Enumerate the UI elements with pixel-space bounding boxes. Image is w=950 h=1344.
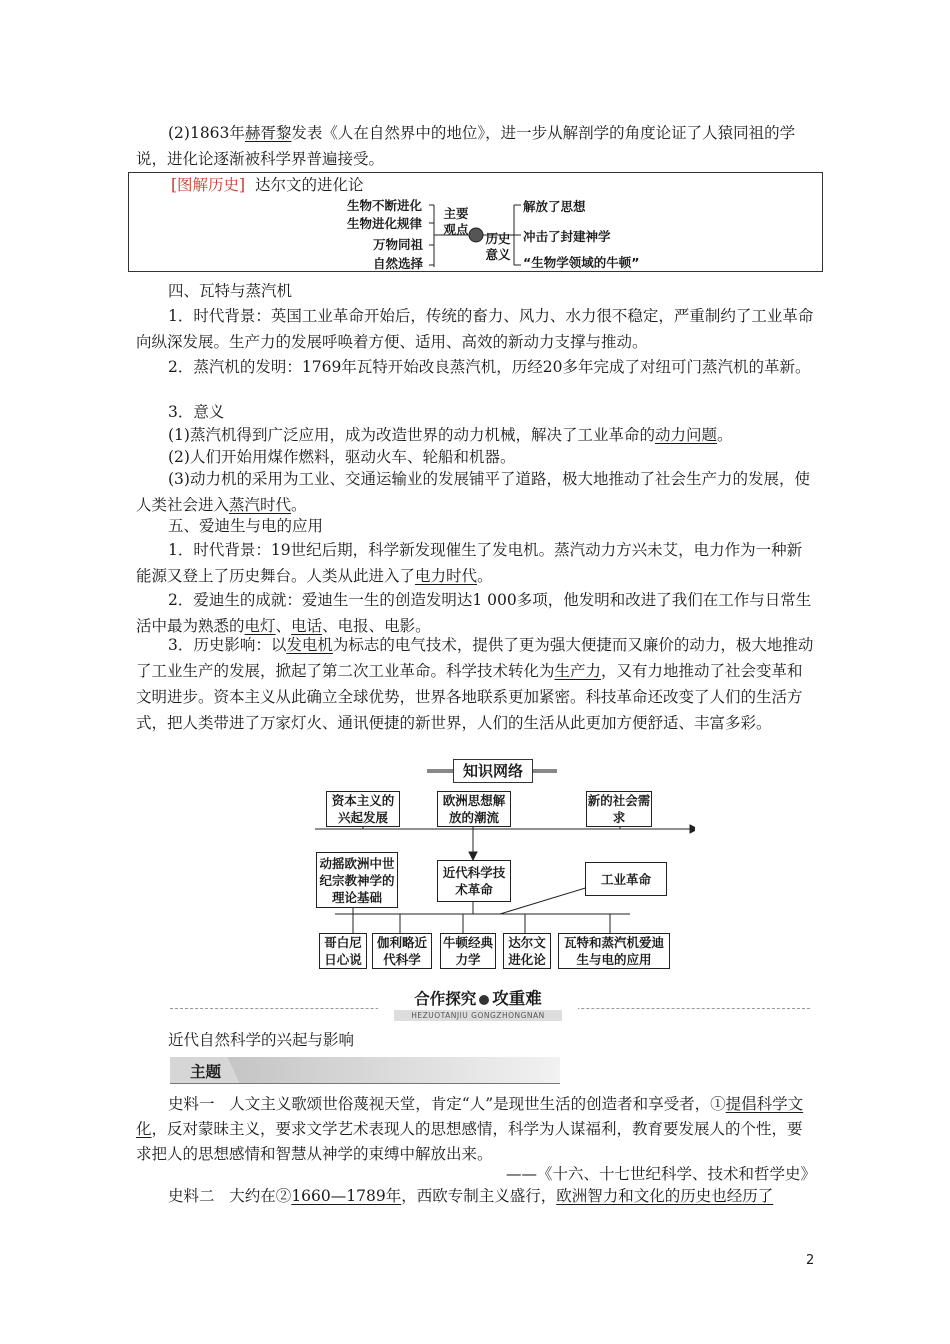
productivity: 生产力 — [554, 662, 602, 680]
darwin-diagram-box — [128, 172, 823, 272]
telephone: 电话 — [291, 617, 323, 635]
electric-age: 电力时代 — [415, 567, 478, 585]
topic-title: 近代自然科学的兴起与影响 — [168, 1031, 355, 1049]
section5-background: 1．时代背景：19世纪后期，科学新发现催生了发电机。蒸汽动力方兴未艾，电力作为一种新能源又登上了历史舞台。人类从此进入了电力时代。 — [136, 541, 803, 585]
view-item: 生物不断进化 — [347, 198, 423, 213]
network-box-science-revolution: 近代科学技术革命 — [437, 860, 511, 902]
darwin-box-title: 达尔文的进化论 — [254, 176, 364, 194]
meaning-item: 冲击了封建神学 — [523, 229, 611, 244]
view-item: 生物进化规律 — [347, 216, 423, 231]
huxley-name: 赫胥黎 — [244, 124, 292, 142]
steam-age: 蒸汽时代 — [229, 496, 292, 514]
european-history: 欧洲智力和文化的历史也经历了 — [556, 1187, 774, 1205]
darwin-connector-lines — [129, 173, 822, 271]
view-item: 万物同祖 — [373, 237, 424, 252]
tag-label: [图解历史] — [171, 176, 246, 194]
period-years: 1660—1789年 — [291, 1187, 402, 1205]
section4-invention: 2．蒸汽机的发明：1769年瓦特开始改良蒸汽机，历经20多年完成了对纽可门蒸汽机的革新。 — [168, 358, 811, 376]
section5-achievements: 2．爱迪生的成就：爱迪生一生的创造发明达1 000多项，他发明和改进了我们在工作与日常生活中最为熟悉的电灯、电话、电报、电影。 — [136, 591, 812, 635]
source-one-citation: ——《十六、十七世纪科学、技术和哲学史》 — [505, 1165, 816, 1183]
network-box-copernicus: 哥白尼日心说 — [319, 933, 367, 969]
section5-influence: 3．历史影响：以发电机为标志的电气技术，提供了更为强大便捷而又廉价的动力，极大地推动了工业生产的发展，掀起了第二次工业革命。科学技术转化为生产力，又有力地推动了社会变革和文明进步。资本主义从此确立全球优势，世界各地联系更加紧密。科技革命还改变了人们的生活方式，把人类带进了万家灯火、通讯便捷的新世界，人们的生活从此更加方便舒适、丰富多彩。 — [136, 636, 814, 732]
network-box-watt-edison: 瓦特和蒸汽机爱迪生与电的应用 — [558, 933, 670, 969]
network-box-industrial-revolution: 工业革命 — [585, 862, 667, 896]
electric-lamp: 电灯 — [244, 617, 276, 635]
section4-meaning-heading: 3．意义 — [168, 403, 225, 421]
theme-label: 主题 — [190, 1063, 222, 1081]
intro-paragraph: (2)1863年赫胥黎发表《人在自然界中的地位》，进一步从解剖学的角度论证了人猿同祖的学说，进化论逐渐被科学界普遍接受。 — [136, 124, 796, 168]
main-views-label: 主要观点 — [443, 206, 469, 237]
network-box-capitalism: 资本主义的兴起发展 — [326, 791, 400, 827]
explore-banner: 合作探究 攻重难 HEZUOTANJIU GONGZHONGNAN — [378, 985, 578, 1025]
power-problem: 动力问题 — [654, 426, 717, 444]
promote-science: 提倡科学文化 — [136, 1095, 804, 1138]
explore-pinyin: HEZUOTANJIU GONGZHONGNAN — [394, 1010, 562, 1021]
network-box-social-needs: 新的社会需求 — [587, 793, 651, 825]
view-item: 自然选择 — [373, 256, 424, 271]
network-box-newton: 牛顿经典力学 — [440, 933, 496, 969]
section4-heading: 四、瓦特与蒸汽机 — [168, 282, 293, 300]
section4-meaning-2: (2)人们开始用煤作燃料，驱动火车、轮船和机器。 — [168, 448, 516, 466]
network-box-shake-theology: 动摇欧洲中世纪宗教神学的理论基础 — [316, 852, 398, 908]
meaning-item: 解放了思想 — [523, 199, 586, 214]
arrow-dot-icon — [479, 995, 489, 1005]
source-one: 史料一 人文主义歌颂世俗蔑视天堂，肯定“人”是现世生活的创造者和享受者，①提倡科学文化，反对蒙昧主义，要求文学艺术表现人的思想感情，科学为人谋福利，教育要发展人的个性，要求把人的思想感情和智慧从神学的束缚中解放出来。 — [136, 1095, 804, 1163]
history-meaning-label: 历史意义 — [485, 231, 511, 262]
theme-tab — [170, 1057, 560, 1085]
knowledge-network-banner: 知识网络 — [427, 759, 557, 781]
meaning-item: “生物学领域的牛顿” — [523, 255, 640, 270]
section5-heading: 五、爱迪生与电的应用 — [168, 517, 324, 535]
section4-meaning-1: (1)蒸汽机得到广泛应用，成为改造世界的动力机械，解决了工业革命的动力问题。 — [168, 426, 733, 444]
network-box-galileo: 伽利略近代科学 — [372, 933, 432, 969]
section4-meaning-3: (3)动力机的采用为工业、交通运输业的发展铺平了道路，极大地推动了社会生产力的发展，使人类社会进入蒸汽时代。 — [136, 470, 810, 514]
network-box-thought-liberation: 欧洲思想解放的潮流 — [437, 791, 511, 827]
source-two: 史料二 大约在②1660—1789年，西欧专制主义盛行，欧洲智力和文化的历史也经历了 — [168, 1187, 774, 1205]
generator: 发电机 — [286, 636, 333, 654]
page-number: 2 — [806, 1253, 815, 1268]
section4-background: 1．时代背景：英国工业革命开始后，传统的畜力、风力、水力很不稳定，严重制约了工业革命向纵深发展。生产力的发展呼唤着方便、适用、高效的新动力支撑与推动。 — [136, 307, 814, 351]
network-box-darwin: 达尔文进化论 — [503, 933, 551, 969]
